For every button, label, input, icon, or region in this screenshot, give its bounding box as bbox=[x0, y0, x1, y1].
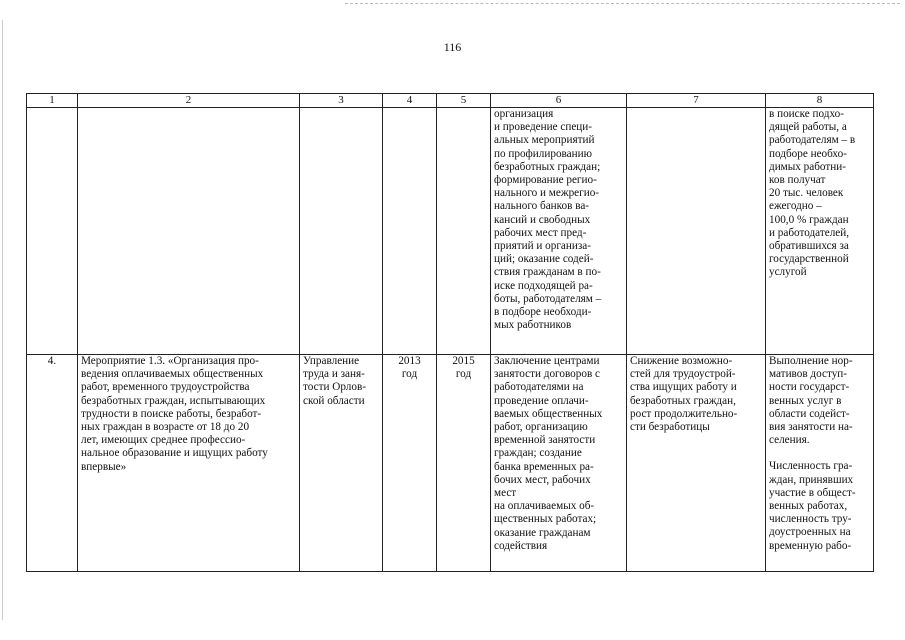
indicator-text-2: Численность гра- ждан, принявших участие в общест- венных работах, численность тру- доустроенных на временную рабо- bbox=[769, 460, 856, 552]
cell-empty bbox=[627, 108, 766, 355]
paragraph-gap bbox=[769, 447, 870, 460]
cell-empty bbox=[437, 108, 491, 355]
cell-empty bbox=[300, 108, 383, 355]
measure-name-cell: Мероприятие 1.3. «Организация про- ведения оплачиваемых общественных работ, временного трудоустройства безработных граждан, испытывающих трудности в поиске работы, безработ- ных граждан в возрасте от 18 до 20 лет, имеющих среднее профессио- нальное образование и ищущих работу впервые» bbox=[78, 355, 300, 572]
table-row-4 bbox=[27, 355, 874, 572]
header-cell-2: 2 bbox=[78, 94, 300, 108]
header-cell-5: 5 bbox=[437, 94, 491, 108]
table-row-continuation bbox=[27, 108, 874, 355]
consequence-cell: Снижение возможно- стей для трудоустрой- ства ищущих работу и безработных граждан, рост продолжительно- сти безработицы bbox=[627, 355, 766, 572]
start-year-cell: 2013 год bbox=[383, 355, 437, 572]
cell-empty bbox=[27, 108, 78, 355]
indicator-cell bbox=[766, 355, 874, 572]
measures-table bbox=[26, 93, 874, 572]
executor-cell: Управление труда и заня- тости Орлов- ской области bbox=[300, 355, 383, 572]
header-cell-6: 6 bbox=[491, 94, 627, 108]
continuation-indicator-cell: в поиске подхо- дящей работы, а работодателям – в подборе необхо- димых работни- ков получат 20 тыс. человек ежегодно – 100,0 % граждан и работодателей, обратившихся за государственной услугой bbox=[766, 108, 874, 355]
header-cell-8: 8 bbox=[766, 94, 874, 108]
header-cell-1: 1 bbox=[27, 94, 78, 108]
scan-edge-top bbox=[345, 3, 900, 5]
measure-content-cell: Заключение центрами занятости договоров с работодателями на проведение оплачи- ваемых общественных работ, организацию временной занятости граждан; создание банка временных ра- бочих мест, рабочих мест на оплачиваемых об- щественных работах; оказание гражданам содействия bbox=[491, 355, 627, 572]
header-cell-7: 7 bbox=[627, 94, 766, 108]
end-year-cell: 2015 год bbox=[437, 355, 491, 572]
table-header-row bbox=[27, 94, 874, 108]
page-number: 116 bbox=[443, 40, 462, 54]
row-number-cell: 4. bbox=[27, 355, 78, 572]
continuation-content-cell: организация и проведение специ- альных мероприятий по профилированию безработных граждан; формирование регио- нального и межрегио- нального банков ва- кансий и свободных рабочих мест пред- приятий и организа- ций; оказание содей- ствия гражданам в по- иске подходящей ра- боты, работодателям – в подборе необходи- мых работников bbox=[491, 108, 627, 355]
cell-empty bbox=[383, 108, 437, 355]
indicator-text-1: Выполнение нор- мативов доступ- ности государст- венных услуг в области содейст- вия занятости на- селения. bbox=[769, 355, 853, 447]
scan-edge-left bbox=[2, 20, 3, 620]
header-cell-4: 4 bbox=[383, 94, 437, 108]
cell-empty bbox=[78, 108, 300, 355]
header-cell-3: 3 bbox=[300, 94, 383, 108]
